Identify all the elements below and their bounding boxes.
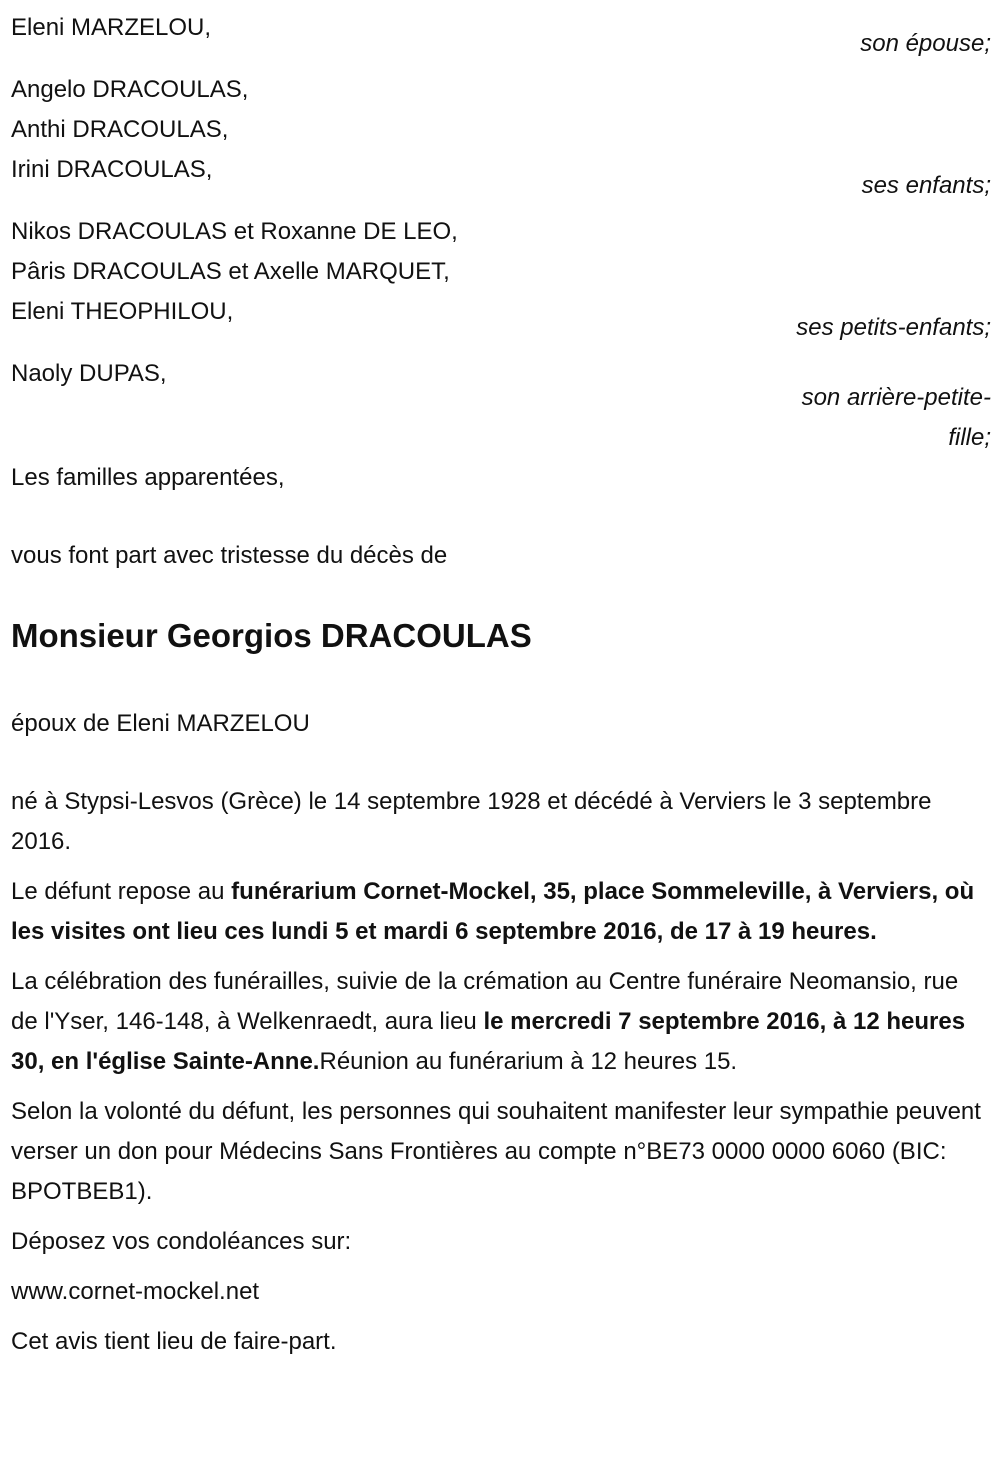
relation-label: son arrière-petite- <box>801 384 991 411</box>
spouse-line: époux de Eleni MARZELOU <box>11 710 310 737</box>
deceased-name: Monsieur Georgios DRACOULAS <box>11 617 532 654</box>
repose-paragraph <box>11 872 991 952</box>
repose-details: funérarium Cornet-Mockel, 35, place Sommeleville, à Verviers, où les visites ont lieu ces lundi 5 et mardi 6 septembre 2016, de 17 à 19 heures. <box>11 878 975 945</box>
website-link[interactable]: www.cornet-mockel.net <box>11 1278 260 1305</box>
family-name: Nikos DRACOULAS et Roxanne DE LEO, <box>11 218 458 245</box>
ceremony-details: le mercredi 7 septembre 2016, à 12 heures 30, en l'église Sainte-Anne. <box>11 1008 966 1075</box>
ceremony-text: La célébration des funérailles, suivie de la crémation au Centre funéraire Neomansio, rue de l'Yser, 146-148, à Welkenraedt, aura lieu <box>11 968 959 1035</box>
donation-paragraph: Selon la volonté du défunt, les personnes qui souhaitent manifester leur sympathie peuvent verser un don pour Médecins Sans Frontières au compte n°BE73 0000 0000 6060 (BIC: BPOTBEB1). <box>11 1098 981 1205</box>
relation-label: son épouse; <box>860 30 991 57</box>
family-group-spouse <box>11 8 991 56</box>
relation-label: ses petits-enfants; <box>796 314 991 341</box>
families-line: Les familles apparentées, <box>11 464 285 491</box>
closing-line: Cet avis tient lieu de faire-part. <box>11 1328 337 1355</box>
condolences-label: Déposez vos condoléances sur: <box>11 1228 352 1255</box>
family-name: Anthi DRACOULAS, <box>11 116 229 143</box>
family-name: Pâris DRACOULAS et Axelle MARQUET, <box>11 258 450 285</box>
birth-death: né à Stypsi-Lesvos (Grèce) le 14 septembre 1928 et décédé à Verviers le 3 septembre 2016. <box>11 788 932 855</box>
family-name: Eleni MARZELOU, <box>11 14 212 41</box>
relation-label: ses enfants; <box>861 172 991 199</box>
family-group-grandchildren <box>11 212 991 340</box>
family-group-great-grandchild <box>11 354 991 458</box>
ceremony-paragraph <box>11 962 991 1082</box>
family-name: Eleni THEOPHILOU, <box>11 298 234 325</box>
family-group-children <box>11 70 991 198</box>
family-name: Naoly DUPAS, <box>11 360 167 387</box>
relation-label: fille; <box>948 424 991 451</box>
announcement: vous font part avec tristesse du décès de <box>11 542 448 569</box>
reunion-text: Réunion au funérarium à 12 heures 15. <box>319 1048 738 1075</box>
obituary-notice <box>11 8 991 1372</box>
repose-text: Le défunt repose au <box>11 878 232 905</box>
family-name: Angelo DRACOULAS, <box>11 76 249 103</box>
family-name: Irini DRACOULAS, <box>11 156 213 183</box>
